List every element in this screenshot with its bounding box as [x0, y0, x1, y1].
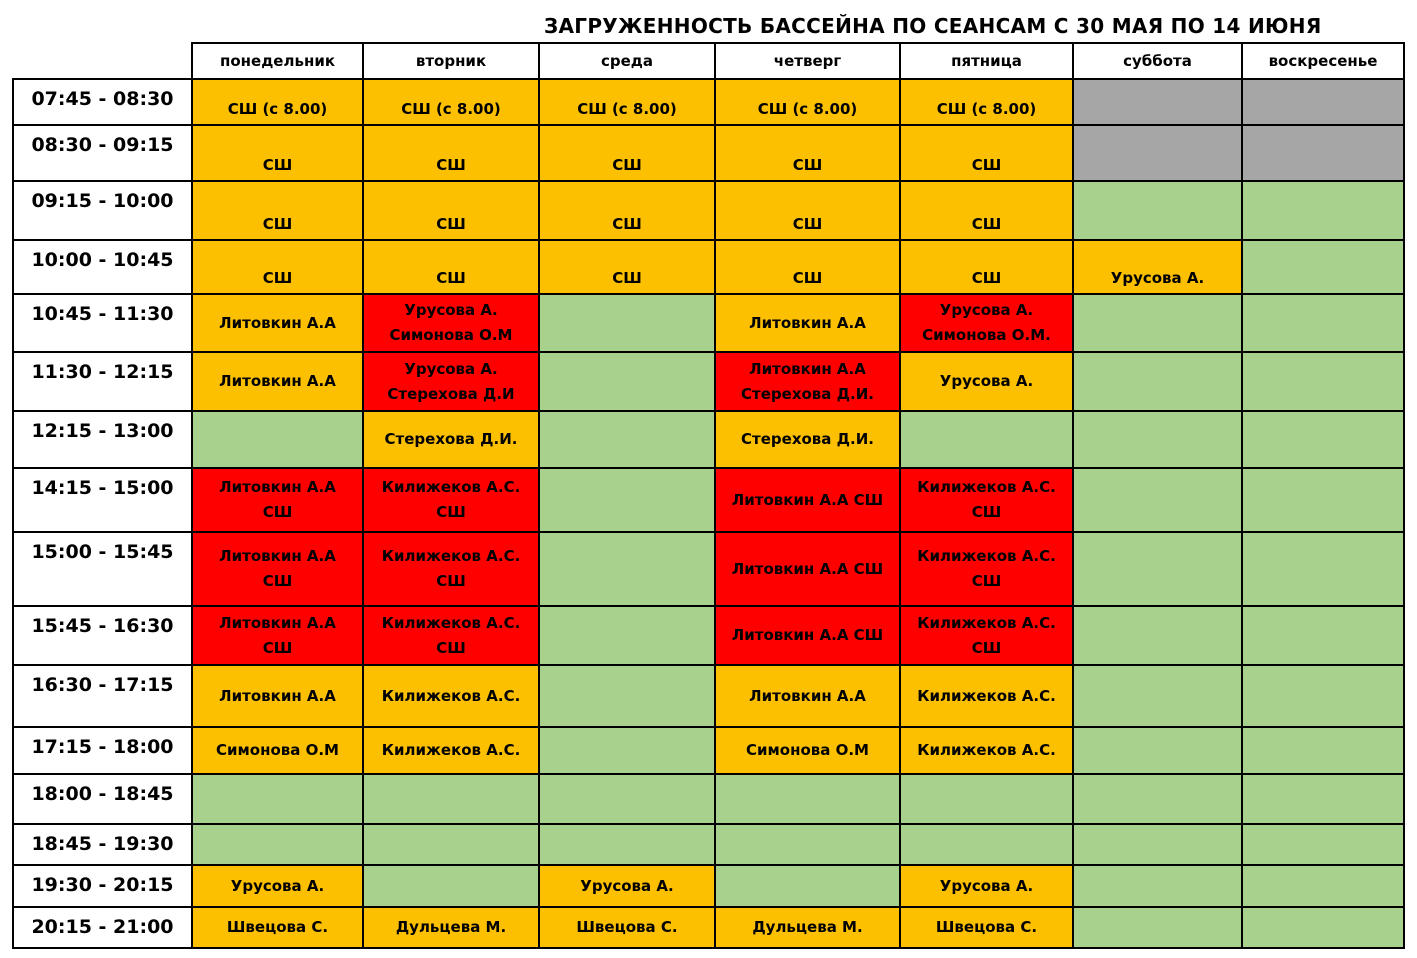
- session-cell: [362, 78, 540, 126]
- session-text: Швецова С.: [935, 918, 1038, 936]
- session-cell: [899, 773, 1074, 825]
- session-text: СШ (с 8.00): [401, 100, 501, 118]
- session-cell: [1241, 180, 1405, 241]
- day-header: суббота: [1072, 42, 1243, 80]
- session-text: Килижеков А.С.: [917, 741, 1056, 759]
- session-cell: [714, 906, 901, 949]
- session-cell: [191, 864, 364, 908]
- session-cell: [1241, 664, 1405, 728]
- session-cell: [1072, 726, 1243, 775]
- session-text: Литовкин А.А СШ: [731, 490, 884, 509]
- session-text: Симонова О.М: [746, 741, 869, 759]
- session-cell: [1241, 239, 1405, 295]
- time-slot: 18:45 - 19:30: [12, 823, 193, 866]
- session-cell: [538, 351, 716, 412]
- session-cell: [191, 726, 364, 775]
- session-cell: [714, 239, 901, 295]
- session-cell: [362, 180, 540, 241]
- session-cell: [362, 605, 540, 666]
- session-cell: [1072, 531, 1243, 607]
- session-cell: [714, 726, 901, 775]
- session-cell: [538, 410, 716, 469]
- time-slot: 16:30 - 17:15: [12, 664, 193, 728]
- session-text: Килижеков А.С.: [917, 478, 1056, 496]
- session-cell: [538, 124, 716, 182]
- session-cell: [191, 124, 364, 182]
- session-cell: [1241, 906, 1405, 949]
- session-text: Литовкин А.А: [219, 372, 336, 390]
- session-text: Килижеков А.С.: [917, 686, 1056, 705]
- session-text: Урусова А.: [939, 876, 1034, 895]
- session-cell: [899, 410, 1074, 469]
- session-text: СШ: [612, 156, 642, 174]
- session-text: СШ (с 8.00): [757, 100, 858, 118]
- session-cell: [191, 78, 364, 126]
- session-text: Килижеков А.С.: [917, 613, 1056, 632]
- session-cell: [191, 410, 364, 469]
- session-cell: [1072, 864, 1243, 908]
- session-text: Урусова А.: [404, 301, 498, 319]
- time-slot: 15:00 - 15:45: [12, 531, 193, 607]
- day-header: понедельник: [191, 42, 364, 80]
- session-cell: [1072, 180, 1243, 241]
- session-cell: [1241, 726, 1405, 775]
- session-cell: [714, 823, 901, 866]
- session-cell: [899, 823, 1074, 866]
- session-cell: [1241, 293, 1405, 353]
- session-cell: [1241, 124, 1405, 182]
- session-cell: [191, 239, 364, 295]
- session-text: Урусова А.: [580, 876, 674, 895]
- session-cell: [714, 531, 901, 607]
- session-text-secondary: СШ: [436, 503, 466, 521]
- session-cell: [899, 467, 1074, 533]
- session-cell: [1072, 467, 1243, 533]
- session-text: Килижеков А.С.: [381, 478, 521, 496]
- session-cell: [714, 410, 901, 469]
- session-cell: [1241, 823, 1405, 866]
- session-cell: [538, 605, 716, 666]
- session-text: СШ (с 8.00): [227, 100, 328, 118]
- session-cell: [714, 293, 901, 353]
- session-cell: [362, 531, 540, 607]
- session-text-secondary: СШ: [436, 572, 466, 590]
- time-slot: 17:15 - 18:00: [12, 726, 193, 775]
- session-cell: [191, 664, 364, 728]
- session-text-secondary: СШ: [262, 503, 293, 521]
- session-text-secondary: СШ: [436, 638, 466, 657]
- session-cell: [191, 605, 364, 666]
- session-cell: [1241, 773, 1405, 825]
- session-cell: [1072, 773, 1243, 825]
- time-slot: 15:45 - 16:30: [12, 605, 193, 666]
- day-header: среда: [538, 42, 716, 80]
- time-slot: 18:00 - 18:45: [12, 773, 193, 825]
- session-cell: [1072, 410, 1243, 469]
- session-text: СШ: [612, 269, 642, 287]
- session-cell: [1072, 124, 1243, 182]
- session-cell: [899, 864, 1074, 908]
- session-cell: [362, 773, 540, 825]
- session-cell: [362, 864, 540, 908]
- session-cell: [899, 293, 1074, 353]
- session-cell: [191, 351, 364, 412]
- session-cell: [538, 906, 716, 949]
- session-text-secondary: СШ: [971, 638, 1002, 657]
- session-text: СШ: [792, 269, 823, 287]
- session-cell: [191, 531, 364, 607]
- time-slot: 08:30 - 09:15: [12, 124, 193, 182]
- session-text: Килижеков А.С.: [381, 613, 521, 632]
- session-text: Урусова А.: [939, 301, 1034, 319]
- session-text: СШ: [971, 269, 1002, 287]
- session-cell: [714, 773, 901, 825]
- session-cell: [538, 180, 716, 241]
- session-cell: [538, 773, 716, 825]
- session-text: Урусова А.: [404, 359, 498, 378]
- session-text: Швецова С.: [576, 918, 678, 936]
- session-cell: [362, 467, 540, 533]
- session-text: СШ: [792, 156, 823, 174]
- session-cell: [714, 124, 901, 182]
- session-cell: [362, 293, 540, 353]
- session-cell: [1241, 351, 1405, 412]
- session-cell: [538, 293, 716, 353]
- time-slot: 20:15 - 21:00: [12, 906, 193, 949]
- time-slot: 09:15 - 10:00: [12, 180, 193, 241]
- day-header: четверг: [714, 42, 901, 80]
- session-text: СШ: [262, 269, 293, 287]
- session-cell: [1241, 605, 1405, 666]
- session-text: СШ: [436, 269, 466, 287]
- session-cell: [362, 410, 540, 469]
- session-cell: [899, 180, 1074, 241]
- session-text: Швецова С.: [226, 918, 329, 936]
- session-cell: [714, 78, 901, 126]
- session-cell: [362, 239, 540, 295]
- session-cell: [1241, 410, 1405, 469]
- session-cell: [1072, 351, 1243, 412]
- session-text: Урусова А.: [1110, 269, 1205, 287]
- session-cell: [899, 664, 1074, 728]
- session-cell: [899, 351, 1074, 412]
- session-text-secondary: Симонова О.М.: [922, 326, 1051, 344]
- page-title: ЗАГРУЖЕННОСТЬ БАССЕЙНА ПО СЕАНСАМ С 30 МАЯ ПО 14 ИЮНЯ: [544, 14, 1322, 38]
- session-text: Урусова А.: [939, 372, 1034, 390]
- session-text: СШ: [971, 156, 1002, 174]
- session-cell: [191, 823, 364, 866]
- session-text: Килижеков А.С.: [381, 741, 521, 759]
- session-text: СШ (с 8.00): [936, 100, 1037, 118]
- session-cell: [1072, 239, 1243, 295]
- session-cell: [1241, 78, 1405, 126]
- session-text: Литовкин А.А: [749, 686, 866, 705]
- session-cell: [899, 605, 1074, 666]
- session-cell: [538, 78, 716, 126]
- time-slot: 19:30 - 20:15: [12, 864, 193, 908]
- session-text: Литовкин А.А: [219, 686, 336, 705]
- session-text-secondary: Стерехова Д.И.: [741, 384, 874, 403]
- session-text: СШ: [262, 215, 293, 233]
- session-text: Литовкин А.А СШ: [731, 559, 884, 578]
- session-cell: [714, 864, 901, 908]
- session-cell: [1072, 605, 1243, 666]
- session-cell: [362, 124, 540, 182]
- session-text: Литовкин А.А: [219, 478, 336, 496]
- session-text-secondary: Симонова О.М: [389, 326, 513, 344]
- session-cell: [538, 726, 716, 775]
- session-text: Литовкин А.А: [749, 313, 866, 332]
- session-cell: [899, 906, 1074, 949]
- session-cell: [714, 180, 901, 241]
- session-cell: [714, 605, 901, 666]
- session-text: СШ: [971, 215, 1002, 233]
- time-slot: 12:15 - 13:00: [12, 410, 193, 469]
- day-header: пятница: [899, 42, 1074, 80]
- session-text: СШ: [262, 156, 293, 174]
- time-slot: 10:00 - 10:45: [12, 239, 193, 295]
- session-text: Стерехова Д.И.: [384, 430, 518, 448]
- time-slot: 10:45 - 11:30: [12, 293, 193, 353]
- session-cell: [1241, 531, 1405, 607]
- time-slot: 07:45 - 08:30: [12, 78, 193, 126]
- session-cell: [714, 664, 901, 728]
- session-cell: [191, 180, 364, 241]
- session-cell: [362, 351, 540, 412]
- time-slot: 14:15 - 15:00: [12, 467, 193, 533]
- session-text: Дульцева М.: [752, 918, 863, 936]
- session-text: Симонова О.М: [216, 741, 339, 759]
- session-cell: [899, 124, 1074, 182]
- session-text: СШ: [436, 156, 466, 174]
- session-cell: [899, 726, 1074, 775]
- session-text: Стерехова Д.И.: [741, 430, 874, 448]
- session-text: Урусова А.: [230, 876, 325, 895]
- session-cell: [362, 726, 540, 775]
- session-cell: [714, 467, 901, 533]
- session-text: СШ: [436, 215, 466, 233]
- session-cell: [899, 531, 1074, 607]
- session-text: Килижеков А.С.: [917, 547, 1056, 565]
- session-cell: [538, 664, 716, 728]
- session-text-secondary: Стерехова Д.И: [387, 384, 515, 403]
- session-text: СШ: [612, 215, 642, 233]
- session-text: Литовкин А.А: [219, 313, 336, 332]
- session-text: Литовкин А.А: [219, 613, 336, 632]
- session-cell: [899, 78, 1074, 126]
- session-text: Литовкин А.А СШ: [731, 626, 884, 644]
- session-text: Килижеков А.С.: [381, 686, 521, 705]
- session-cell: [1072, 664, 1243, 728]
- session-text: Килижеков А.С.: [381, 547, 521, 565]
- session-cell: [538, 864, 716, 908]
- session-cell: [362, 823, 540, 866]
- day-header: вторник: [362, 42, 540, 80]
- session-cell: [362, 906, 540, 949]
- session-cell: [538, 531, 716, 607]
- day-header: воскресенье: [1241, 42, 1405, 80]
- session-cell: [1241, 864, 1405, 908]
- session-text: Дульцева М.: [395, 918, 507, 936]
- session-cell: [191, 906, 364, 949]
- session-cell: [899, 239, 1074, 295]
- session-text-secondary: СШ: [971, 572, 1002, 590]
- session-cell: [1072, 906, 1243, 949]
- session-text: СШ: [792, 215, 823, 233]
- session-cell: [191, 773, 364, 825]
- session-text: Литовкин А.А: [219, 547, 336, 565]
- session-cell: [538, 823, 716, 866]
- session-cell: [538, 467, 716, 533]
- session-cell: [1241, 467, 1405, 533]
- session-text: Литовкин А.А: [749, 359, 866, 378]
- session-text-secondary: СШ: [262, 572, 293, 590]
- session-cell: [1072, 293, 1243, 353]
- time-slot: 11:30 - 12:15: [12, 351, 193, 412]
- session-text-secondary: СШ: [262, 638, 293, 657]
- session-cell: [191, 293, 364, 353]
- session-cell: [362, 664, 540, 728]
- session-cell: [1072, 823, 1243, 866]
- session-text: СШ (с 8.00): [577, 100, 677, 118]
- session-cell: [714, 351, 901, 412]
- session-text-secondary: СШ: [971, 503, 1002, 521]
- session-cell: [1072, 78, 1243, 126]
- session-cell: [538, 239, 716, 295]
- session-cell: [191, 467, 364, 533]
